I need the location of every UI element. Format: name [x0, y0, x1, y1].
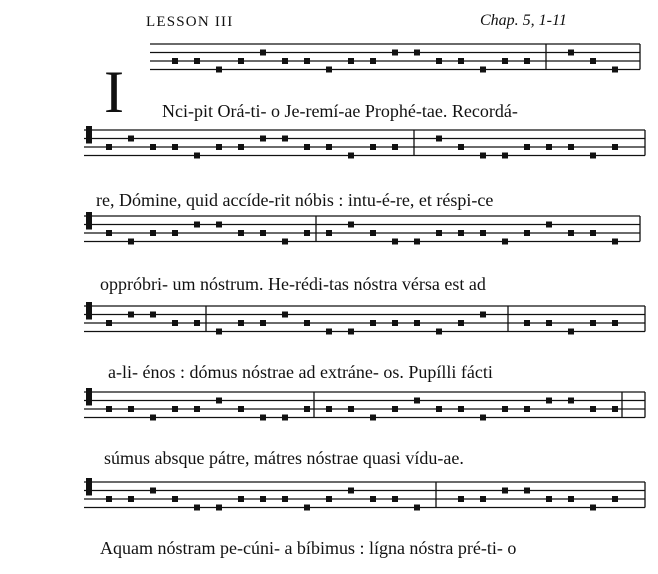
- neume-note: [370, 320, 376, 326]
- neume-note: [612, 406, 618, 412]
- neume-note: [106, 144, 112, 150]
- neume-note: [128, 136, 134, 142]
- neume-note: [260, 496, 266, 502]
- neume-note: [304, 406, 310, 412]
- lyric-line-5: súmus absque pátre, mátres nóstrae quasi vídu-ae.: [104, 448, 464, 468]
- neume-note: [238, 58, 244, 64]
- neume-note: [392, 50, 398, 56]
- neume-note: [392, 144, 398, 150]
- neume-note: [150, 488, 156, 494]
- neume-note: [612, 496, 618, 502]
- neume-note: [524, 144, 530, 150]
- initial-letter: I: [104, 59, 124, 125]
- neume-note: [150, 415, 156, 421]
- neume-note: [238, 406, 244, 412]
- neume-note: [568, 230, 574, 236]
- neume-note: [260, 320, 266, 326]
- neume-note: [392, 496, 398, 502]
- neume-note: [524, 488, 530, 494]
- clef-do: [86, 311, 92, 320]
- neume-note: [194, 58, 200, 64]
- neume-note: [414, 505, 420, 511]
- neume-note: [326, 144, 332, 150]
- clef-do: [86, 478, 92, 487]
- neume-note: [172, 230, 178, 236]
- neume-note: [326, 406, 332, 412]
- neume-note: [282, 239, 288, 245]
- neume-note: [348, 488, 354, 494]
- neume-note: [304, 144, 310, 150]
- lyric-line-3: oppróbri- um nóstrum. He-rédi-tas nóstra vérsa est ad: [100, 274, 486, 294]
- neume-note: [370, 415, 376, 421]
- neume-note: [348, 406, 354, 412]
- neume-note: [480, 67, 486, 73]
- neume-note: [480, 415, 486, 421]
- neume-note: [568, 50, 574, 56]
- neume-note: [348, 153, 354, 159]
- neume-note: [216, 505, 222, 511]
- neume-note: [392, 239, 398, 245]
- neume-note: [216, 329, 222, 335]
- neume-note: [502, 239, 508, 245]
- neume-note: [304, 505, 310, 511]
- neume-note: [128, 496, 134, 502]
- neume-note: [106, 496, 112, 502]
- neume-note: [590, 320, 596, 326]
- neume-note: [502, 406, 508, 412]
- neume-note: [216, 398, 222, 404]
- neume-note: [414, 398, 420, 404]
- neume-note: [282, 496, 288, 502]
- neume-note: [260, 415, 266, 421]
- neume-note: [282, 58, 288, 64]
- neume-note: [524, 406, 530, 412]
- neume-note: [414, 320, 420, 326]
- neume-note: [194, 505, 200, 511]
- neume-note: [348, 222, 354, 228]
- lesson-title: LESSON III: [146, 14, 234, 30]
- neume-note: [568, 144, 574, 150]
- neume-note: [524, 230, 530, 236]
- neume-note: [260, 230, 266, 236]
- lyric-line-6: Aquam nóstram pe-cúni- a bíbimus : lígna nóstra pré-ti- o: [100, 538, 517, 558]
- neume-note: [436, 406, 442, 412]
- neume-note: [304, 230, 310, 236]
- clef-do: [86, 126, 92, 135]
- neume-note: [546, 222, 552, 228]
- clef-do: [86, 397, 92, 406]
- neume-note: [480, 312, 486, 318]
- neume-note: [568, 496, 574, 502]
- neume-note: [106, 320, 112, 326]
- neume-note: [612, 239, 618, 245]
- neume-note: [546, 320, 552, 326]
- neume-note: [194, 406, 200, 412]
- clef-do: [86, 135, 92, 144]
- neume-note: [414, 50, 420, 56]
- neume-note: [392, 320, 398, 326]
- neume-note: [458, 406, 464, 412]
- neume-note: [502, 488, 508, 494]
- neume-note: [590, 153, 596, 159]
- neume-note: [524, 320, 530, 326]
- neume-note: [458, 320, 464, 326]
- neume-note: [370, 230, 376, 236]
- neume-note: [370, 144, 376, 150]
- neume-note: [414, 239, 420, 245]
- neume-note: [568, 398, 574, 404]
- neume-note: [502, 58, 508, 64]
- neume-note: [150, 144, 156, 150]
- neume-note: [238, 320, 244, 326]
- neume-note: [260, 50, 266, 56]
- clef-do: [86, 302, 92, 311]
- neume-note: [524, 58, 530, 64]
- neume-note: [150, 230, 156, 236]
- neume-note: [172, 58, 178, 64]
- neume-note: [458, 58, 464, 64]
- chapter-reference: Chap. 5, 1-11: [480, 12, 567, 29]
- neume-note: [326, 67, 332, 73]
- neume-note: [612, 320, 618, 326]
- neume-note: [106, 406, 112, 412]
- neume-note: [480, 153, 486, 159]
- neume-note: [282, 312, 288, 318]
- neume-note: [238, 496, 244, 502]
- neume-note: [238, 230, 244, 236]
- neume-note: [458, 496, 464, 502]
- neume-note: [458, 230, 464, 236]
- neume-note: [128, 312, 134, 318]
- neume-note: [590, 505, 596, 511]
- neume-note: [260, 136, 266, 142]
- neume-note: [216, 67, 222, 73]
- neume-note: [282, 415, 288, 421]
- neume-note: [238, 144, 244, 150]
- neume-note: [546, 144, 552, 150]
- neume-note: [194, 222, 200, 228]
- neume-note: [194, 320, 200, 326]
- neume-note: [172, 406, 178, 412]
- neume-note: [150, 312, 156, 318]
- clef-do: [86, 212, 92, 221]
- neume-note: [546, 398, 552, 404]
- neume-note: [348, 58, 354, 64]
- lyric-line-2: re, Dómine, quid accíde-rit nóbis : intu-é-re, et réspi-ce: [96, 190, 494, 210]
- neume-note: [546, 496, 552, 502]
- lyric-line-1: Nci-pit Orá-ti- o Je-remí-ae Prophé-tae. Recordá-: [162, 101, 518, 121]
- neume-note: [194, 153, 200, 159]
- neume-note: [458, 144, 464, 150]
- neume-note: [128, 239, 134, 245]
- neume-note: [348, 329, 354, 335]
- neume-note: [282, 136, 288, 142]
- neume-note: [436, 230, 442, 236]
- neume-note: [216, 222, 222, 228]
- clef-do: [86, 388, 92, 397]
- neume-note: [326, 496, 332, 502]
- neume-note: [370, 58, 376, 64]
- neume-note: [326, 329, 332, 335]
- neume-note: [326, 230, 332, 236]
- neume-note: [172, 496, 178, 502]
- clef-do: [86, 487, 92, 496]
- lyric-line-4: a-li- énos : dómus nóstrae ad extráne- os. Pupílli fácti: [108, 362, 493, 382]
- neume-note: [612, 67, 618, 73]
- neume-note: [568, 329, 574, 335]
- neume-note: [590, 406, 596, 412]
- clef-do: [86, 221, 92, 230]
- neume-note: [392, 406, 398, 412]
- neume-note: [370, 496, 376, 502]
- neume-note: [304, 58, 310, 64]
- neume-note: [436, 58, 442, 64]
- neume-note: [436, 329, 442, 335]
- neume-note: [502, 153, 508, 159]
- neume-note: [480, 230, 486, 236]
- neume-note: [436, 136, 442, 142]
- neume-note: [106, 230, 112, 236]
- neume-note: [612, 144, 618, 150]
- neume-note: [172, 144, 178, 150]
- neume-note: [304, 320, 310, 326]
- neume-note: [590, 58, 596, 64]
- neume-note: [590, 230, 596, 236]
- neume-note: [480, 496, 486, 502]
- neume-note: [172, 320, 178, 326]
- neume-note: [216, 144, 222, 150]
- neume-note: [128, 406, 134, 412]
